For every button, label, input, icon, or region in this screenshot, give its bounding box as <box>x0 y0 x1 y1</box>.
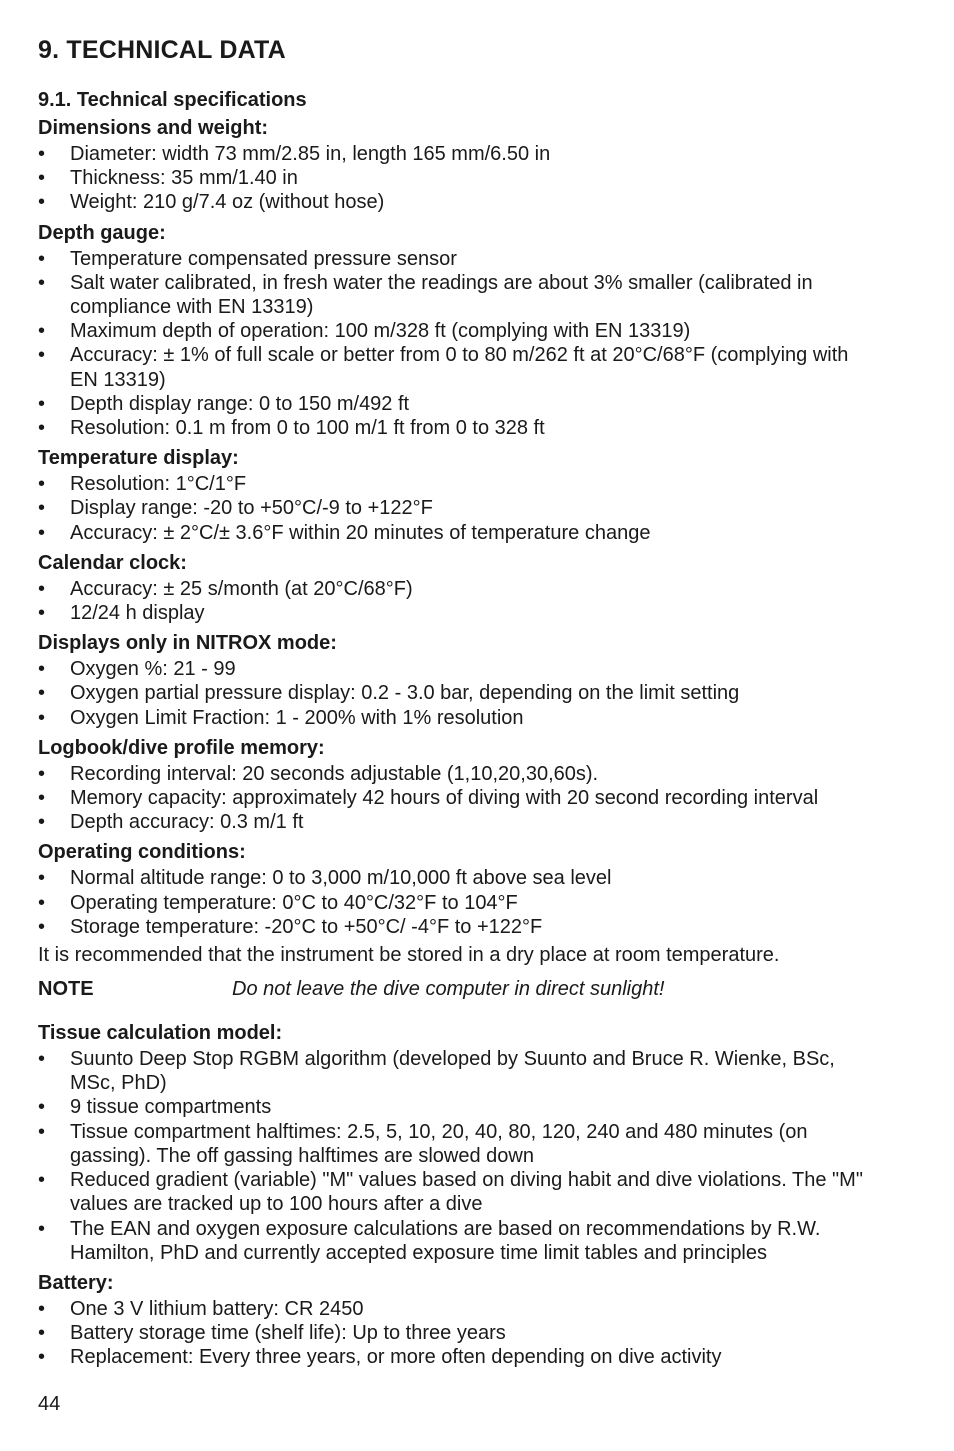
list-item-text: Diameter: width 73 mm/2.85 in, length 165 mm/6.50 in <box>70 143 551 165</box>
list-item-text: Recording interval: 20 seconds adjustable (1,10,20,30,60s). <box>70 762 599 785</box>
list-item-text: The EAN and oxygen exposure calculations are based on recommendations by R.W. Hamilton, PhD and currently accepted exposure time limit tables and principles <box>70 1217 821 1264</box>
list-item-text: Maximum depth of operation: 100 m/328 ft (complying with EN 13319) <box>70 320 691 343</box>
bullet-icon: • <box>38 658 46 681</box>
bullet-icon: • <box>38 602 46 625</box>
bullet-icon: • <box>38 867 46 890</box>
bullet-icon: • <box>38 682 46 705</box>
list-item-text: Weight: 210 g/7.4 oz (without hose) <box>70 191 385 214</box>
list-item-text: Replacement: Every three years, or more often depending on dive activity <box>70 1346 722 1369</box>
list-item-text: Tissue compartment halftimes: 2.5, 5, 10, 20, 40, 80, 120, 240 and 480 minutes (on gassing). The off gassing halftimes are slowed down <box>70 1120 808 1167</box>
list-item <box>38 319 880 343</box>
list-item-text: Depth accuracy: 0.3 m/1 ft <box>70 811 304 834</box>
bullet-icon: • <box>38 271 46 294</box>
list-item-text: Battery storage time (shelf life): Up to three years <box>70 1322 506 1345</box>
bullet-icon: • <box>38 1322 46 1345</box>
section-heading-dimensions-and-weight: Dimensions and weight: <box>38 117 269 139</box>
list-item-text: Depth display range: 0 to 150 m/492 ft <box>70 392 410 415</box>
list-item <box>38 1120 880 1168</box>
bullet-icon: • <box>38 344 46 367</box>
list-item <box>38 1217 880 1265</box>
list-item-text: Operating temperature: 0°C to 40°C/32°F to 104°F <box>70 891 518 914</box>
list-item <box>38 706 880 730</box>
list-item <box>38 915 880 939</box>
list-item-text: Oxygen %: 21 - 99 <box>70 658 236 681</box>
list-item-text: Thickness: 35 mm/1.40 in <box>70 167 298 190</box>
list-item-text: Oxygen partial pressure display: 0.2 - 3.0 bar, depending on the limit setting <box>70 682 740 705</box>
list-item <box>38 190 880 214</box>
bullet-icon: • <box>38 1096 46 1119</box>
list-item-text: Reduced gradient (variable) "M" values based on diving habit and dive violations. The "M" values are tracked up to 100 hours after a dive <box>70 1169 863 1216</box>
page-title: 9. TECHNICAL DATA <box>38 36 286 64</box>
list-item-text: 9 tissue compartments <box>70 1096 272 1119</box>
note-label: NOTE <box>38 978 94 1001</box>
list-item <box>38 271 880 319</box>
bullet-icon: • <box>38 1169 46 1192</box>
bullet-list <box>38 247 880 441</box>
bullet-icon: • <box>38 1120 46 1143</box>
bullet-icon: • <box>38 706 46 729</box>
list-item <box>38 1297 880 1321</box>
section-heading-temperature-display: Temperature display: <box>38 447 239 470</box>
list-item <box>38 521 880 545</box>
list-item <box>38 166 880 190</box>
bullet-list <box>38 1047 880 1265</box>
list-item <box>38 472 880 496</box>
section-heading-operating-conditions: Operating conditions: <box>38 841 246 864</box>
note-text: Do not leave the dive computer in direct sunlight! <box>232 978 665 1001</box>
note-box <box>38 977 880 1001</box>
list-item <box>38 392 880 416</box>
bullet-list <box>38 762 880 835</box>
bullet-icon: • <box>38 915 46 938</box>
list-item <box>38 810 880 834</box>
list-item <box>38 1047 880 1095</box>
bullet-list <box>38 577 880 625</box>
section-heading-tissue-calculation-model: Tissue calculation model: <box>38 1022 283 1045</box>
list-item <box>38 577 880 601</box>
bullet-icon: • <box>38 521 46 544</box>
bullet-icon: • <box>38 191 46 214</box>
list-item <box>38 657 880 681</box>
bullet-icon: • <box>38 762 46 785</box>
bullet-icon: • <box>38 1217 46 1240</box>
bullet-icon: • <box>38 1048 46 1071</box>
section-heading-battery: Battery: <box>38 1271 114 1294</box>
list-item-text: Oxygen Limit Fraction: 1 - 200% with 1% resolution <box>70 706 524 729</box>
list-item <box>38 343 880 391</box>
bullet-icon: • <box>38 1297 46 1320</box>
list-item <box>38 1321 880 1345</box>
list-item-text: Resolution: 0.1 m from 0 to 100 m/1 ft from 0 to 328 ft <box>70 417 545 440</box>
bullet-icon: • <box>38 473 46 496</box>
bullet-icon: • <box>38 891 46 914</box>
list-item-text: Normal altitude range: 0 to 3,000 m/10,000 ft above sea level <box>70 867 612 890</box>
bullet-icon: • <box>38 143 46 165</box>
bullet-list <box>38 1297 880 1370</box>
bullet-icon: • <box>38 497 46 520</box>
bullet-list <box>38 657 880 730</box>
list-item <box>38 762 880 786</box>
list-item <box>38 681 880 705</box>
section-heading-logbook-dive-profile-memory: Logbook/dive profile memory: <box>38 736 325 759</box>
bullet-icon: • <box>38 167 46 190</box>
list-item-text: 12/24 h display <box>70 602 205 625</box>
storage-paragraph: It is recommended that the instrument be stored in a dry place at room temperature. <box>38 944 780 967</box>
document-page <box>38 30 880 1374</box>
list-item-text: Accuracy: ± 25 s/month (at 20°C/68°F) <box>70 577 413 600</box>
list-item <box>38 142 880 166</box>
list-item-text: Suunto Deep Stop RGBM algorithm (developed by Suunto and Bruce R. Wienke, BSc, MSc, PhD) <box>70 1048 835 1095</box>
list-item <box>38 496 880 520</box>
list-item-text: Display range: -20 to +50°C/-9 to +122°F <box>70 497 433 520</box>
list-item <box>38 247 880 271</box>
bullet-icon: • <box>38 320 46 343</box>
bullet-list <box>38 866 880 939</box>
section-heading-displays-only-in-nitrox-mode: Displays only in NITROX mode: <box>38 632 337 655</box>
bullet-icon: • <box>38 1346 46 1369</box>
list-item-text: Resolution: 1°C/1°F <box>70 473 247 496</box>
section-heading-depth-gauge: Depth gauge: <box>38 221 166 244</box>
list-item <box>38 1095 880 1119</box>
bullet-icon: • <box>38 811 46 834</box>
list-item <box>38 866 880 890</box>
list-item <box>38 786 880 810</box>
list-item <box>38 601 880 625</box>
bullet-icon: • <box>38 577 46 600</box>
bullet-icon: • <box>38 392 46 415</box>
page-number: 44 <box>38 1393 61 1415</box>
list-item-text: One 3 V lithium battery: CR 2450 <box>70 1297 364 1320</box>
list-item-text: Memory capacity: approximately 42 hours of diving with 20 second recording interval <box>70 787 819 810</box>
list-item <box>38 416 880 440</box>
list-item <box>38 1345 880 1369</box>
list-item <box>38 891 880 915</box>
list-item <box>38 1168 880 1216</box>
list-item-text: Storage temperature: -20°C to +50°C/ -4°F to +122°F <box>70 915 543 938</box>
list-item-text: Accuracy: ± 1% of full scale or better from 0 to 80 m/262 ft at 20°C/68°F (complying with EN 13319) <box>70 344 849 391</box>
bullet-icon: • <box>38 417 46 440</box>
section-heading-calendar-clock: Calendar clock: <box>38 551 187 574</box>
spec-sections <box>38 114 880 939</box>
section-subtitle: 9.1. Technical specifications <box>38 89 307 111</box>
list-item-text: Salt water calibrated, in fresh water the readings are about 3% smaller (calibrated in compliance with EN 13319) <box>70 271 813 319</box>
list-item-text: Temperature compensated pressure sensor <box>70 247 457 270</box>
bullet-list <box>38 142 880 215</box>
bullet-list <box>38 472 880 545</box>
spec-sections-continued <box>38 1019 880 1369</box>
list-item-text: Accuracy: ± 2°C/± 3.6°F within 20 minutes of temperature change <box>70 521 651 544</box>
bullet-icon: • <box>38 787 46 810</box>
bullet-icon: • <box>38 247 46 270</box>
